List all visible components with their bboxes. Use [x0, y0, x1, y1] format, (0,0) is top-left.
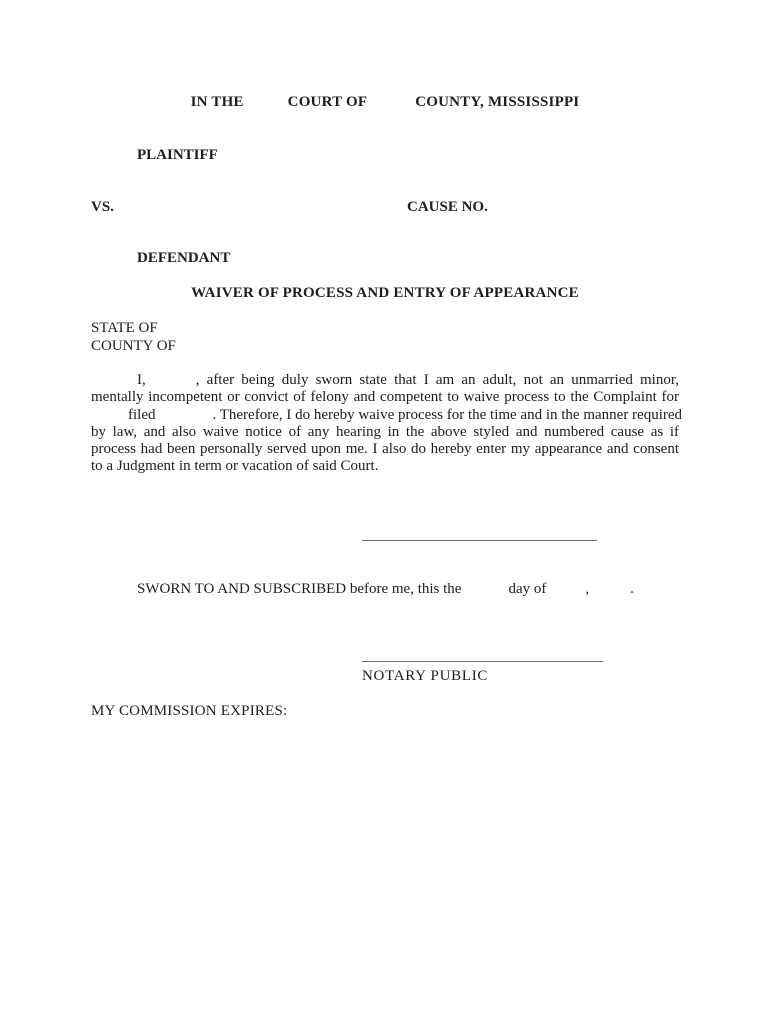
jurat-period: . [630, 581, 634, 597]
county-name-blank [367, 105, 415, 106]
jurat-text: SWORN TO AND SUBSCRIBED before me, this the [137, 581, 462, 597]
header-court-of: COURT OF [287, 94, 368, 110]
defendant-label: DEFENDANT [137, 250, 231, 266]
affiant-name-blank [146, 383, 196, 384]
paragraph-line-5: process had been personally served upon me. I also do hereby enter my appearance and consent [91, 441, 679, 458]
court-header-line [0, 94, 770, 111]
notary-public-label: NOTARY PUBLIC [362, 668, 489, 684]
month-blank [546, 592, 585, 593]
paragraph-line-4: by law, and also waive notice of any hearing in the above styled and numbered cause as if [91, 423, 679, 440]
paragraph-line-6: to a Judgment in term or vacation of said Court. [91, 458, 379, 475]
filed-date-blank [156, 418, 213, 419]
jurat-day-of: day of [508, 581, 547, 597]
day-blank [461, 592, 508, 593]
jurat-comma: , [585, 581, 590, 597]
state-of-label: STATE OF [91, 320, 158, 336]
defendant-signature-line [362, 540, 597, 541]
court-name-blank [244, 105, 288, 106]
header-in-the: IN THE [190, 94, 244, 110]
paragraph-text: , after being duly sworn state that I am an adult, not an unmarried minor, [195, 372, 679, 388]
paragraph-line-1 [91, 372, 679, 389]
paragraph-text: . Therefore, I do hereby waive process for the time and in the manner required [212, 406, 683, 423]
notary-signature-line [362, 661, 603, 662]
county-of-label: COUNTY OF [91, 338, 176, 354]
complaint-type-blank [91, 418, 128, 419]
vs-label: VS. [91, 199, 114, 215]
cause-no-label: CAUSE NO. [407, 199, 488, 215]
paragraph-indent [91, 383, 137, 384]
commission-expires-label: MY COMMISSION EXPIRES: [91, 703, 288, 719]
jurat-statement [137, 581, 634, 598]
paragraph-line-2: mentally incompetent or convict of felony and competent to waive process to the Complaint for [91, 389, 679, 406]
header-county-mississippi: COUNTY, MISSISSIPPI [415, 94, 580, 110]
plaintiff-label: PLAINTIFF [137, 147, 218, 163]
waiver-paragraph [91, 372, 683, 476]
document-title: WAIVER OF PROCESS AND ENTRY OF APPEARANCE [191, 285, 579, 301]
year-blank [589, 592, 630, 593]
paragraph-text: I, [137, 372, 146, 388]
paragraph-text: filed [128, 406, 156, 423]
paragraph-line-3 [91, 406, 683, 424]
